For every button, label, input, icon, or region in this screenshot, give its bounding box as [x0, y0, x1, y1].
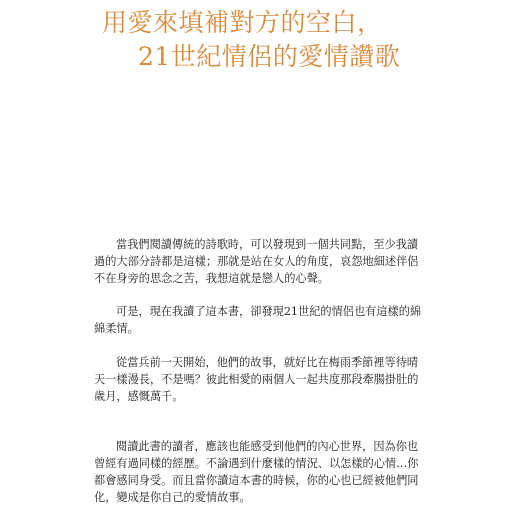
- paragraph-1: [94, 236, 434, 287]
- paragraph-line: 綿柔情。: [94, 322, 139, 335]
- paragraph-line: 化，變成是你自己的愛情故事。: [94, 491, 251, 504]
- paragraph-3: [94, 354, 434, 405]
- body-text: [94, 236, 434, 506]
- paragraph-line: 從當兵前一天開始，他們的故事，就好比在梅雨季節裡等待晴: [116, 356, 419, 369]
- paragraph-line: 當我們閱讀傳統的詩歌時，可以發現到一個共同點，至少我讀: [116, 238, 419, 251]
- paragraph-line: 歲月，感慨萬千。: [94, 390, 184, 403]
- title-line-1: 用愛來填補對方的空白，: [102, 8, 383, 37]
- title-line-2: 21世紀情侶的愛情讚歌: [138, 42, 401, 71]
- paragraph-line: 都會感同身受。而且當你讀這本書的時候，你的心也已經被他們同: [94, 474, 419, 487]
- paragraph-line: 可是，現在我讀了這本書，卻發現21世紀的情侶也有這樣的綿: [116, 305, 422, 318]
- paragraph-4: [94, 438, 434, 506]
- paragraph-line: 不在身旁的思念之苦，我想這就是戀人的心聲。: [94, 272, 329, 285]
- paragraph-line: 天一樣漫長，不是嗎？彼此相愛的兩個人一起共度那段牽腸掛肚的: [94, 373, 419, 386]
- paragraph-2: [94, 303, 434, 337]
- paragraph-line: 過的大部分詩都是這樣；那就是站在女人的角度，哀怨地細述伴侶: [94, 255, 419, 268]
- paragraph-line: 閱讀此書的讀者，應該也能感受到他們的內心世界，因為你也: [116, 440, 419, 453]
- paragraph-line: 曾經有過同樣的經歷。不論遇到什麼樣的情況、以怎樣的心情…你: [94, 457, 419, 470]
